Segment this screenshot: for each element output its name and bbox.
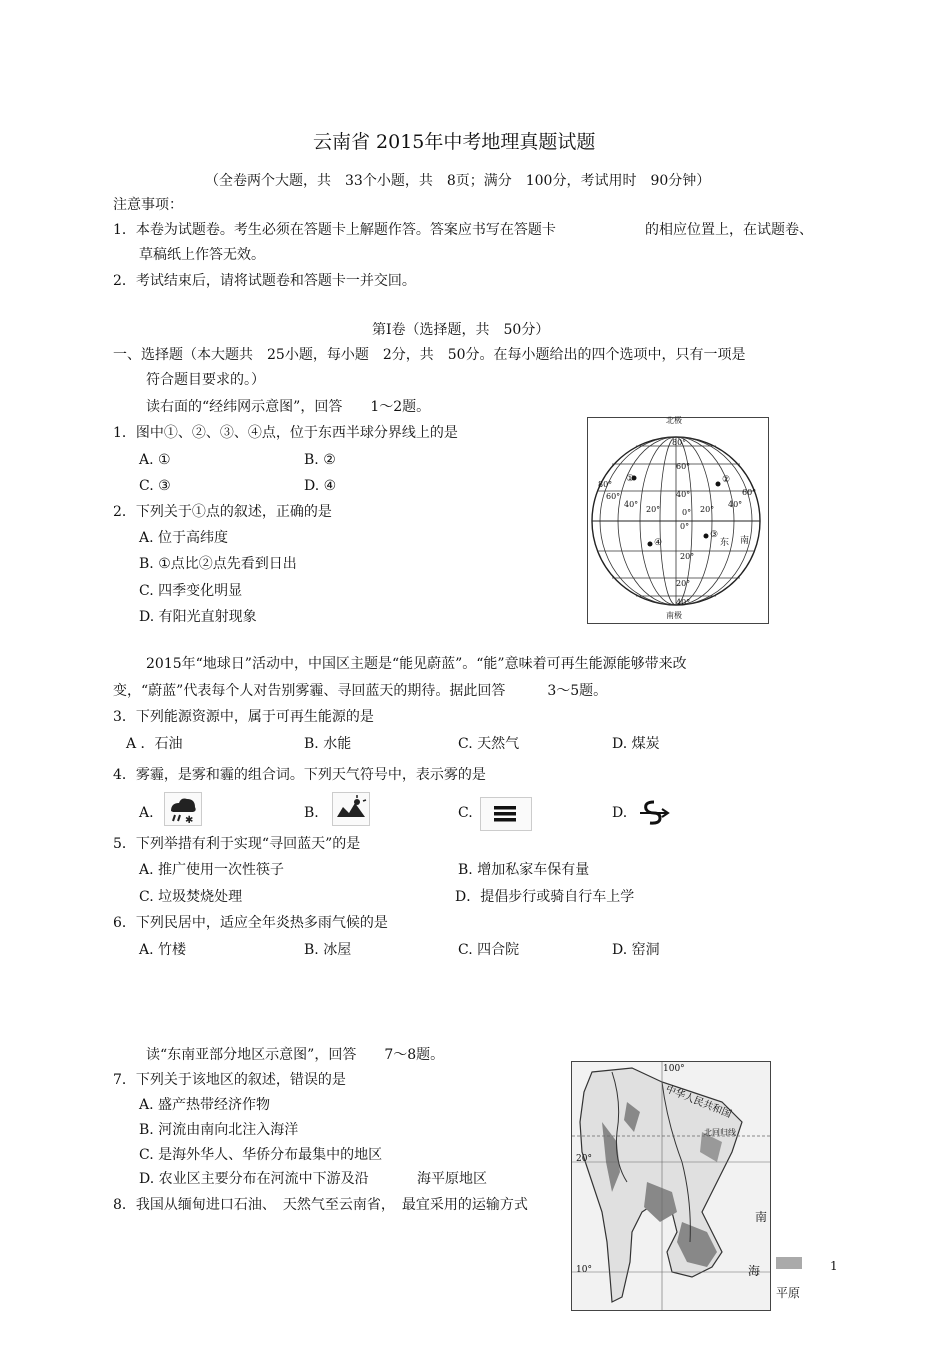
lat-label: 40° <box>676 598 691 607</box>
lat-label: 0° <box>680 522 690 531</box>
option-c: C. <box>458 805 473 821</box>
option-d: D．提倡步行或骑自行车上学 <box>455 889 635 905</box>
option-c: C. 天然气 <box>458 736 520 752</box>
lat-label: 20° <box>680 552 695 561</box>
lon-label: 20° <box>646 505 661 514</box>
lon-label: 40° <box>624 500 639 509</box>
option-c: C. 是海外华人、华侨分布最集中的地区 <box>139 1147 383 1163</box>
latitude-label: 10° <box>576 1265 592 1275</box>
country-label: 中华人民共和国 <box>663 1084 733 1121</box>
option-a: A. 盛产热带经济作物 <box>139 1097 271 1113</box>
north-pole-label: 北极 <box>666 416 682 425</box>
option-b: B. 增加私家车保有量 <box>458 862 590 878</box>
intro-q3-5: 2015年“地球日”活动中，中国区主题是“能见蔚蓝”。“能”意味着可再生能源能够带来改 <box>146 656 687 672</box>
option-c: C. ③ <box>139 478 171 494</box>
sand-dust-symbol-icon <box>332 792 370 826</box>
note-1: 1．本卷为试题卷。考生必须在答题卡上解题作答。答案应书写在答题卡 <box>113 222 556 238</box>
map-graphic <box>572 1062 770 1310</box>
sea-label: 海 <box>748 1264 761 1278</box>
question-4: 4．雾霾，是雾和霾的组合词。下列天气符号中，表示雾的是 <box>113 767 486 783</box>
lon-label: 0° <box>682 508 692 517</box>
question-3: 3．下列能源资源中，属于可再生能源的是 <box>113 709 374 725</box>
sea-label: 南 <box>755 1210 768 1224</box>
page-number: 1 <box>830 1259 838 1273</box>
intro-q1-2: 读右面的“经纬网示意图”，回答 1～2题。 <box>146 399 431 415</box>
option-b: B. ② <box>304 452 336 468</box>
section-heading-cont: 符合题目要求的。） <box>146 372 265 388</box>
page-title: 云南省 2015年中考地理真题试题 <box>313 131 596 153</box>
lon-label: 60° <box>606 492 621 501</box>
option-b: B. 河流由南向北注入海洋 <box>139 1122 299 1138</box>
lat-label: 20° <box>676 579 691 588</box>
svg-text:✱: ✱ <box>185 815 194 825</box>
lat-label: 40° <box>676 490 691 499</box>
sandstorm-symbol-icon <box>634 796 674 828</box>
lon-label: 40° <box>728 500 743 509</box>
option-a: A. <box>139 805 154 821</box>
option-c: C. 四季变化明显 <box>139 583 243 599</box>
lon-label: 20° <box>700 505 715 514</box>
question-8: 8．我国从缅甸进口石油、 天然气至云南省， 最宜采用的运输方式 <box>113 1197 528 1213</box>
option-a: A ．石油 <box>126 736 183 752</box>
longitude-label: 100° <box>663 1064 685 1074</box>
option-d: D. 煤炭 <box>612 736 660 752</box>
hemisphere-label: 南 <box>740 536 750 546</box>
southeast-asia-map <box>571 1061 771 1311</box>
notes-heading: 注意事项： <box>113 197 183 213</box>
question-5: 5．下列举措有利于实现“寻回蓝天”的是 <box>113 836 361 852</box>
intro-q7-8: 读“东南亚部分地区示意图”，回答 7～8题。 <box>146 1047 445 1063</box>
graticule-figure <box>587 417 769 624</box>
legend-label: 平原 <box>776 1286 801 1300</box>
option-a: A. 竹楼 <box>139 942 187 958</box>
fog-symbol-icon <box>480 797 532 831</box>
point-4 <box>648 542 653 547</box>
option-c: C. 垃圾焚烧处理 <box>139 889 243 905</box>
plain-legend-swatch <box>776 1257 802 1269</box>
lat-label: 60° <box>676 462 691 471</box>
note-1-line2: 草稿纸上作答无效。 <box>139 247 265 263</box>
option-d: D. 窑洞 <box>612 942 660 958</box>
tropic-label: 北回归线 <box>704 1128 736 1137</box>
option-d: D. <box>612 805 628 821</box>
option-d: D. 有阳光直射现象 <box>139 609 257 625</box>
section-heading: 一、选择题（本大题共 25小题，每小题 2分，共 50分。在每小题给出的四个选项中，只有一项是 <box>113 347 746 363</box>
latitude-label: 20° <box>576 1154 592 1164</box>
exam-info: （全卷两个大题，共 33个小题，共 8页；满分 100分，考试用时 90分钟） <box>205 173 711 189</box>
option-d: D. ④ <box>304 478 337 494</box>
lon-label: 80° <box>598 480 613 489</box>
intro-q3-5-cont: 变，“蔚蓝”代表每个人对告别雾霾、寻回蓝天的期待。据此回答 3～5题。 <box>113 683 608 699</box>
part-heading: 第Ⅰ卷（选择题，共 50分） <box>372 322 550 338</box>
globe-graphic <box>588 418 768 623</box>
question-1: 1．图中①、②、③、④点，位于东西半球分界线上的是 <box>113 425 458 441</box>
point-2-label: ② <box>722 475 731 485</box>
option-a: A. 位于高纬度 <box>139 530 229 546</box>
point-4-label: ④ <box>654 538 663 548</box>
option-d: D. 农业区主要分布在河流中下游及沿 <box>139 1171 369 1187</box>
lon-label: 60° <box>742 488 757 497</box>
note-1-cont: 的相应位置上，在试题卷、 <box>645 222 813 238</box>
point-3 <box>704 534 709 539</box>
hemisphere-label: 东 <box>720 538 730 548</box>
south-pole-label: 南极 <box>666 611 682 620</box>
snow-shower-symbol-icon <box>164 792 202 826</box>
option-b: B. 冰屋 <box>304 942 352 958</box>
note-2: 2．考试结束后，请将试题卷和答题卡一并交回。 <box>113 273 416 289</box>
option-a: A. 推广使用一次性筷子 <box>139 862 285 878</box>
option-d-cont: 海平原地区 <box>417 1171 487 1187</box>
option-b: B. ①点比②点先看到日出 <box>139 556 297 572</box>
question-2: 2．下列关于①点的叙述，正确的是 <box>113 504 332 520</box>
option-b: B. 水能 <box>304 736 352 752</box>
option-b: B. <box>304 805 319 821</box>
point-1-label: ① <box>626 474 635 484</box>
lat-label: 80° <box>672 438 687 447</box>
option-a: A. ① <box>139 452 171 468</box>
question-7: 7．下列关于该地区的叙述，错误的是 <box>113 1072 346 1088</box>
point-2 <box>716 482 721 487</box>
point-3-label: ③ <box>710 530 719 540</box>
question-6: 6．下列民居中，适应全年炎热多雨气候的是 <box>113 915 388 931</box>
option-c: C. 四合院 <box>458 942 520 958</box>
